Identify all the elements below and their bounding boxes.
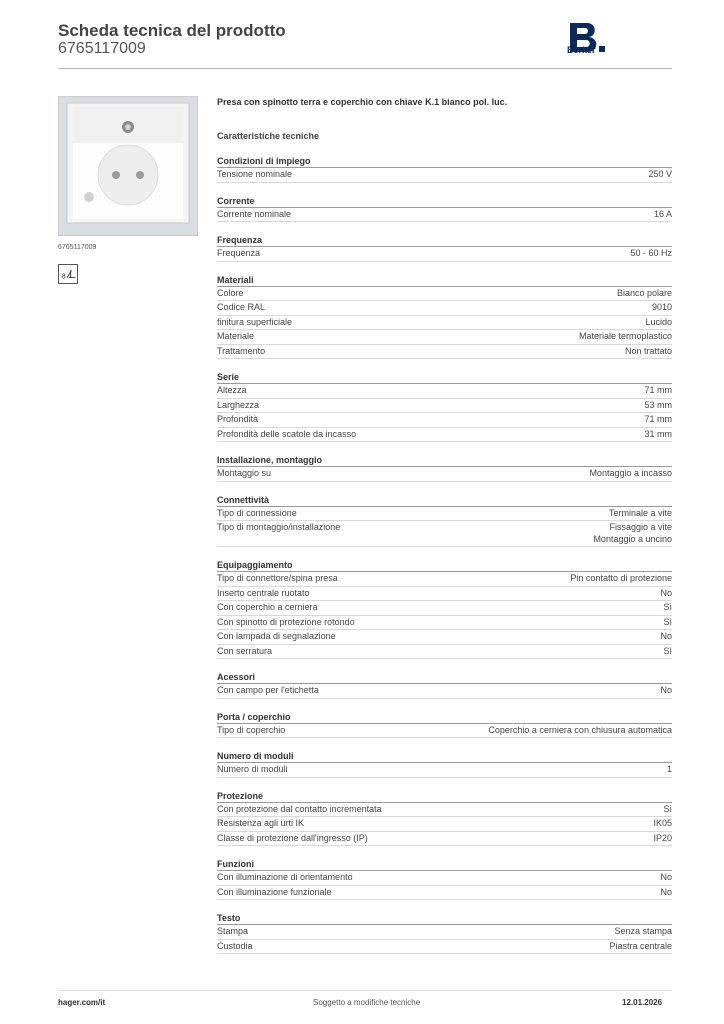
spec-value (660, 631, 672, 643)
spec-row (217, 572, 672, 587)
spec-section-title: Condizioni di impiego (217, 155, 672, 168)
spec-row (217, 399, 672, 414)
spec-section-title: Porta / coperchio (217, 711, 672, 724)
spec-value-line: 1 (666, 764, 672, 774)
spec-label: Altezza (217, 385, 247, 395)
spec-value (593, 522, 672, 545)
spec-section (217, 912, 672, 954)
spec-value-line: 9010 (651, 302, 672, 312)
spec-section (217, 454, 672, 482)
spec-row (217, 345, 672, 360)
footer-date: 12.01.2026 (622, 998, 663, 1007)
spec-value-line: IK05 (653, 818, 672, 828)
spec-label: Resistenza agli urti IK (217, 818, 305, 828)
spec-value (488, 725, 672, 737)
spec-section-title: Funzioni (217, 858, 672, 871)
spec-section-title: Serie (217, 371, 672, 384)
spec-section-title: Numero di moduli (217, 750, 672, 763)
spec-section-title: Corrente (217, 195, 672, 208)
footer-divider (58, 990, 672, 991)
spec-value-line: Piastra centrale (609, 940, 672, 951)
spec-label: Tipo di connettore/spina presa (217, 573, 338, 583)
spec-label: Custodia (217, 940, 253, 951)
spec-section (217, 750, 672, 778)
spec-value (609, 508, 672, 520)
spec-label: Colore (217, 287, 244, 298)
spec-value (648, 169, 672, 181)
spec-value-line: Bianco polare (616, 287, 672, 298)
spec-section (217, 790, 672, 847)
svg-text:8: 8 (61, 271, 66, 281)
spec-row (217, 763, 672, 778)
spec-label: Inserto centrale ruotato (217, 587, 310, 598)
spec-value (652, 302, 672, 314)
spec-value-line: 53 mm (644, 399, 672, 410)
brand-name: Berker (567, 45, 596, 55)
spec-row (217, 521, 672, 547)
spec-row (217, 467, 672, 482)
spec-row (217, 507, 672, 522)
spec-value-line: 71 mm (644, 414, 672, 424)
spec-label: Con illuminazione funzionale (217, 886, 332, 897)
screw-terminal-icon (58, 264, 78, 284)
spec-value-line: 250 V (648, 169, 672, 179)
spec-value-line: Sì (663, 803, 672, 814)
spec-label: Tensione nominale (217, 169, 293, 179)
spec-row (217, 616, 672, 631)
spec-value-line: Pin contatto di protezione (570, 573, 672, 583)
spec-row (217, 384, 672, 399)
spec-value-line: Sì (663, 616, 672, 627)
spec-value-line: No (660, 872, 672, 882)
product-image (58, 96, 198, 236)
spec-row (217, 630, 672, 645)
spec-row (217, 301, 672, 316)
spec-value-line: Materiale termoplastico (578, 331, 672, 341)
spec-section (217, 234, 672, 262)
spec-row (217, 871, 672, 886)
spec-section-title: Protezione (217, 790, 672, 803)
spec-section (217, 494, 672, 548)
spec-value (645, 317, 672, 329)
spec-section-title: Frequenza (217, 234, 672, 247)
spec-value (660, 685, 672, 697)
spec-value (663, 617, 672, 629)
product-description: Presa con spinotto terra e coperchio con chiave K.1 bianco pol. luc. (217, 97, 508, 107)
spec-value-line: Fissaggio a vite (609, 522, 672, 532)
spec-value (660, 588, 672, 600)
spec-section (217, 155, 672, 183)
spec-label: Corrente nominale (217, 208, 292, 219)
spec-row (217, 316, 672, 331)
footer-disclaimer: Soggetto a modifiche tecniche (313, 998, 421, 1007)
spec-value-line: Terminale a vite (608, 507, 672, 518)
spec-label: Classe di protezione dall'ingresso (IP) (217, 832, 368, 843)
spec-value (570, 573, 672, 585)
spec-value (625, 346, 672, 358)
spec-label: Con spinotto di protezione rotondo (217, 616, 355, 627)
spec-row (217, 247, 672, 262)
spec-value (663, 804, 672, 816)
spec-label: Con coperchio a cerniera (217, 602, 318, 612)
spec-row (217, 803, 672, 818)
spec-value (667, 764, 672, 776)
spec-label: Larghezza (217, 399, 260, 410)
spec-label: Con campo per l'etichetta (217, 685, 319, 695)
spec-value (663, 602, 672, 614)
spec-label: Materiale (217, 331, 255, 341)
spec-value-line: No (660, 587, 672, 598)
spec-value-line: 71 mm (644, 385, 672, 395)
spec-label: Frequenza (217, 248, 261, 258)
spec-section (217, 711, 672, 739)
spec-value-line: No (660, 631, 672, 641)
spec-value (660, 887, 672, 899)
spec-value (609, 941, 672, 953)
spec-row (217, 168, 672, 183)
spec-label: Tipo di connessione (217, 507, 297, 518)
spec-label: Codice RAL (217, 302, 266, 312)
spec-label: Tipo di coperchio (217, 724, 286, 735)
spec-section-title: Acessori (217, 671, 672, 684)
spec-value-line: Montaggio a incasso (589, 468, 672, 478)
header-product-code: 6765117009 (58, 40, 146, 57)
product-image-code: 6765117009 (58, 244, 97, 251)
spec-row (217, 940, 672, 955)
spec-section (217, 274, 672, 360)
spec-row (217, 886, 672, 901)
spec-value-line: 16 A (653, 208, 672, 219)
spec-row (217, 724, 672, 739)
spec-label: Numero di moduli (217, 764, 288, 774)
spec-label: Stampa (217, 926, 249, 936)
spec-value (660, 872, 672, 884)
spec-row (217, 208, 672, 223)
spec-label: Montaggio su (217, 468, 272, 478)
spec-value (617, 288, 672, 300)
spec-value (644, 385, 672, 397)
spec-row (217, 587, 672, 602)
spec-value-line: Sì (663, 602, 672, 612)
spec-value-line: No (660, 886, 672, 897)
specs-heading: Caratteristiche tecniche (217, 131, 320, 141)
spec-row (217, 684, 672, 699)
spec-value (589, 468, 672, 480)
spec-section-title: Equipaggiamento (217, 559, 672, 572)
spec-label: Profondità delle scatole da incasso (217, 428, 357, 439)
spec-value-line: 31 mm (644, 428, 672, 439)
spec-label: finitura superficiale (217, 316, 293, 327)
spec-value (614, 926, 672, 938)
spec-row (217, 287, 672, 302)
footer-website: hager.com/it (58, 998, 106, 1007)
spec-value (579, 331, 672, 343)
spec-section (217, 671, 672, 699)
spec-section-title: Testo (217, 912, 672, 925)
spec-row (217, 601, 672, 616)
spec-value (630, 248, 672, 260)
spec-row (217, 428, 672, 443)
spec-section (217, 371, 672, 442)
spec-label: Con serratura (217, 645, 273, 656)
spec-value-line: IP20 (653, 832, 672, 843)
header-divider (58, 68, 672, 69)
spec-label: Con lampada di segnalazione (217, 631, 336, 641)
spec-value-line: Sì (663, 645, 672, 656)
spec-value-line: Coperchio a cerniera con chiusura automatica (488, 724, 672, 735)
spec-value-line: Montaggio a uncino (593, 533, 672, 544)
spec-value-line: 50 - 60 Hz (630, 248, 672, 258)
spec-value (663, 646, 672, 658)
spec-section-title: Materiali (217, 274, 672, 287)
spec-row (217, 832, 672, 847)
spec-value (644, 414, 672, 426)
spec-row (217, 330, 672, 345)
spec-value (644, 400, 672, 412)
spec-section (217, 858, 672, 900)
spec-section-title: Installazione, montaggio (217, 454, 672, 467)
spec-content (217, 96, 672, 954)
spec-value (654, 209, 672, 221)
spec-value-line: Senza stampa (614, 926, 672, 936)
spec-value-line: Non trattato (624, 345, 672, 356)
spec-section (217, 559, 672, 659)
spec-row (217, 817, 672, 832)
spec-value (644, 429, 672, 441)
spec-label: Profondità (217, 414, 259, 424)
spec-label: Con protezione dal contatto incrementata (217, 803, 382, 814)
spec-value-line: No (660, 685, 672, 695)
spec-row (217, 645, 672, 660)
spec-label: Trattamento (217, 345, 266, 356)
spec-row (217, 413, 672, 428)
spec-value (653, 833, 672, 845)
spec-section-title: Connettività (217, 494, 672, 507)
spec-section (217, 195, 672, 223)
spec-sections (217, 155, 672, 954)
spec-label: Tipo di montaggio/installazione (217, 522, 341, 532)
spec-label: Con illuminazione di orientamento (217, 872, 353, 882)
spec-value-line: Lucido (645, 316, 672, 327)
header-title: Scheda tecnica del prodotto (58, 21, 286, 40)
spec-value (653, 818, 672, 830)
spec-row (217, 925, 672, 940)
